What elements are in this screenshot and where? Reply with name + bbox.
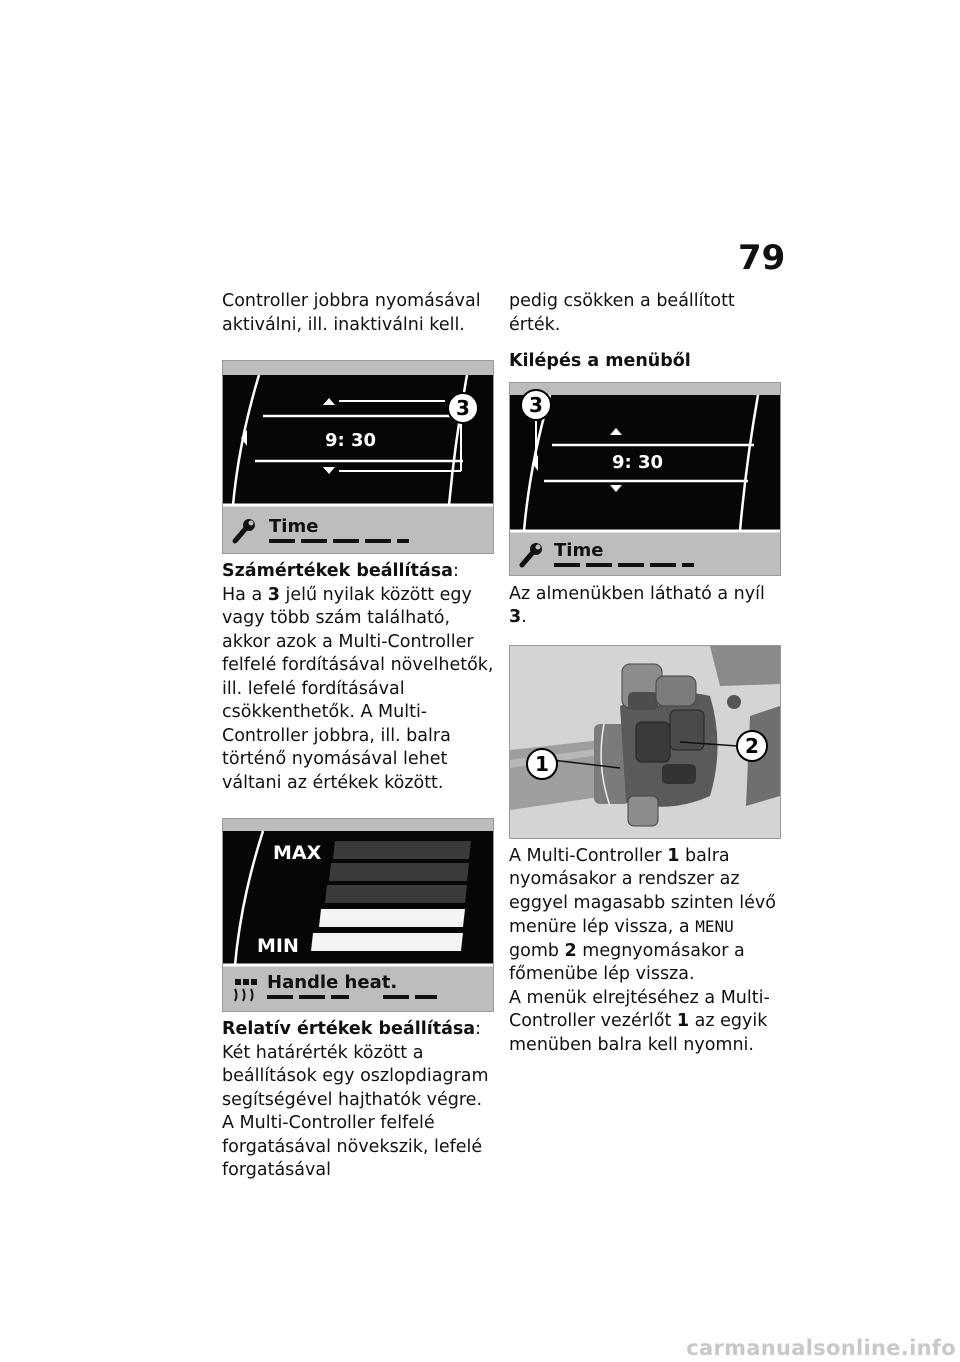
menu-label-handle-heat: Handle heat. bbox=[267, 972, 398, 993]
menu-key-label: MENU bbox=[695, 917, 734, 936]
watermark-footer: carmanualsonline.info bbox=[686, 1336, 956, 1360]
intro-paragraph: Controller jobbra nyomásával aktiválni, ill. inaktiválni kell. bbox=[222, 291, 481, 335]
go-back-paragraph: A Multi-Controller 1 balra nyomásakor a rendszer az eggyel magasabb szinten lévő menüre lép vissza, a MENU gomb 2 megnyomásakor a főmenübe lép vissza. bbox=[509, 845, 776, 984]
callout-2-label: 2 bbox=[745, 733, 759, 758]
number-values-heading: Számértékek beállítása bbox=[222, 561, 453, 581]
callout-3-label: 3 bbox=[529, 392, 543, 417]
callout-1-label: 1 bbox=[535, 751, 549, 776]
continued-paragraph: pedig csökken a beállított érték. bbox=[509, 291, 735, 335]
figure-handle-heat bbox=[222, 818, 494, 1012]
time-readout: 9: 30 bbox=[325, 430, 377, 451]
page-number: 79 bbox=[738, 238, 786, 278]
exit-menu-heading: Kilépés a menüből bbox=[509, 351, 691, 371]
menu-label-time: Time bbox=[269, 516, 319, 537]
time-readout: 9: 30 bbox=[612, 451, 664, 473]
figure-time-setting bbox=[222, 360, 494, 554]
menu-label-time: Time bbox=[554, 539, 604, 561]
relative-values-heading: Relatív értékek beállítása bbox=[222, 1019, 476, 1039]
min-label: MIN bbox=[257, 935, 299, 957]
callout-3-label: 3 bbox=[456, 396, 470, 420]
hide-menus-paragraph: A menük elrejtéséhez a Multi-Controller vezérlőt 1 az egyik menüben balra kell nyomni. bbox=[509, 987, 770, 1055]
right-column bbox=[509, 290, 781, 1057]
relative-values-section: Relatív értékek beállítása: Két határérték között a beállítások egy oszlopdiagram segítségével hajthatók végre. A Multi-Controller felfelé forgatásával növekszik, lefelé forgatásával bbox=[222, 1019, 489, 1180]
arrow-paragraph: Az almenükben látható a nyíl 3. bbox=[509, 583, 765, 627]
number-values-section: Számértékek beállítása: Ha a 3 jelű nyilak között egy vagy több szám található, akkor azok a Multi-Controller felfelé fordításával növelhetők, ill. lefelé fordításával csökkenthetők. A Multi-Controller jobbra, ill. balra történő nyomásával lehet váltani az értékek között. bbox=[222, 561, 494, 793]
max-label: MAX bbox=[273, 842, 322, 864]
left-column bbox=[222, 290, 494, 1183]
figure-handlebar-controls bbox=[509, 645, 781, 839]
figure-exit-menu bbox=[509, 382, 781, 576]
